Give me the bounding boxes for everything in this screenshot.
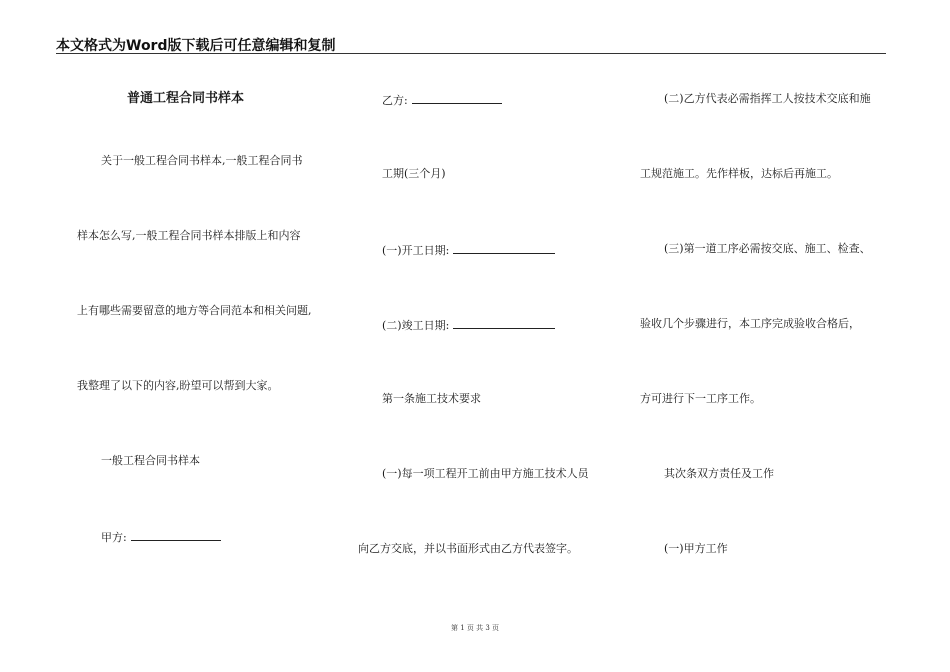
contract-subtitle: 一般工程合同书样本 [101,454,200,467]
page-number: 第 1 页 共 3 页 [450,624,500,632]
party-b-label: 乙方: [382,94,408,107]
party-a-label: 甲方: [101,531,127,544]
header-divider [56,53,886,54]
end-date-blank [453,317,555,329]
document-title: 普通工程合同书样本 [127,91,245,106]
clause-3-line-3: 方可进行下一工序工作。 [640,392,761,405]
intro-line-1: 关于一般工程合同书样本,一般工程合同书 [101,154,303,167]
start-date-line [382,242,555,258]
end-date-label: (二)竣工日期: [382,319,450,332]
clause-3-line-1: (三)第一道工序必需按交底、施工、检查、 [664,242,871,255]
clause-3-line-2: 验收几个步骤进行，本工序完成验收合格后， [640,317,860,330]
intro-line-4: 我整理了以下的内容,盼望可以帮到大家。 [77,379,279,392]
clause-2-line-1: (二)乙方代表必需指挥工人按技术交底和施 [664,92,871,105]
party-b-blank [412,92,502,104]
start-date-blank [453,242,555,254]
start-date-label: (一)开工日期: [382,244,450,257]
clause-1-line-1: (一)每一项工程开工前由甲方施工技术人员 [382,467,589,480]
party-a-work-heading: (一)甲方工作 [664,542,728,555]
clause-1-line-2: 向乙方交底，并以书面形式由乙方代表签字。 [358,542,578,555]
article-2-heading: 其次条双方责任及工作 [664,467,774,480]
party-a-line [101,529,221,545]
clause-2-line-2: 工规范施工。先作样板，达标后再施工。 [640,167,838,180]
party-a-blank [131,529,221,541]
party-b-line [382,92,502,108]
intro-line-2: 样本怎么写,一般工程合同书样本排版上和内容 [77,229,301,242]
construction-period: 工期(三个月) [382,167,446,180]
document-header: 本文格式为Word版下载后可任意编辑和复制 [56,38,336,54]
end-date-line [382,317,555,333]
intro-line-3: 上有哪些需要留意的地方等合同范本和相关问题, [77,304,312,317]
article-1-heading: 第一条施工技术要求 [382,392,481,405]
